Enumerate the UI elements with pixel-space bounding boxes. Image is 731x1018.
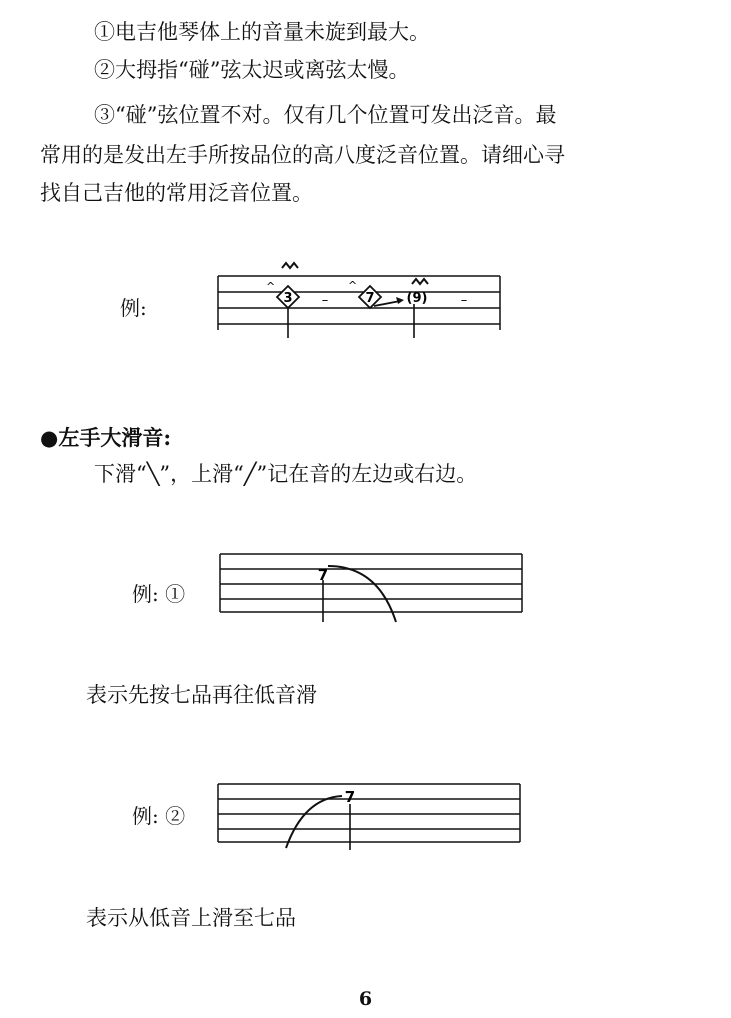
note-3: (9) [406,291,428,306]
vibrato-mark-1 [282,263,298,268]
rest-mark-1: – [321,293,329,308]
bullet: ● [40,425,59,450]
accent-mark-2: ^ [348,279,358,292]
example-2-tab-staff [220,546,522,626]
item-3-line-1: ③“碰”弦位置不对。仅有几个位置可发出泛音。最 [94,103,557,127]
slide-up-curve [286,796,342,848]
accent-mark-1: ^ [266,280,276,293]
staff-lines [218,784,520,842]
item-2: ②大拇指“碰”弦太迟或离弦太慢。 [94,58,410,82]
staff-lines [218,276,500,330]
note-1: 3 [283,291,293,306]
slide-arrow [374,301,400,306]
example-3-tab-staff [218,776,520,856]
slide-down-curve [328,566,396,622]
rest-mark-2: – [460,293,468,308]
example-1-label: 例: [120,296,147,320]
example-3-caption: 表示从低音上滑至七品 [86,906,296,930]
example-3-label: 例: ② [132,804,186,828]
arrow-head [396,297,404,304]
vibrato-mark-2 [412,279,428,284]
section-description: 下滑“╲”，上滑“╱”记在音的左边或右边。 [94,462,478,486]
page-number: 6 [358,988,373,1010]
item-3-line-3: 找自己吉他的常用泛音位置。 [40,181,313,205]
item-1: ①电吉他琴体上的音量未旋到最大。 [94,20,430,44]
example-2-caption: 表示先按七品再往低音滑 [86,683,317,707]
example-1-tab-staff [218,246,500,366]
section-title [40,425,711,450]
item-3-line-2: 常用的是发出左手所按品位的高八度泛音位置。请细心寻 [40,143,565,167]
staff-lines [220,554,522,612]
fret-number: 7 [344,788,356,806]
fret-number: 7 [317,566,329,584]
section-title-text: 左手大滑音: [58,425,172,450]
example-2-label: 例: ① [132,582,186,606]
note-2: 7 [365,291,375,306]
